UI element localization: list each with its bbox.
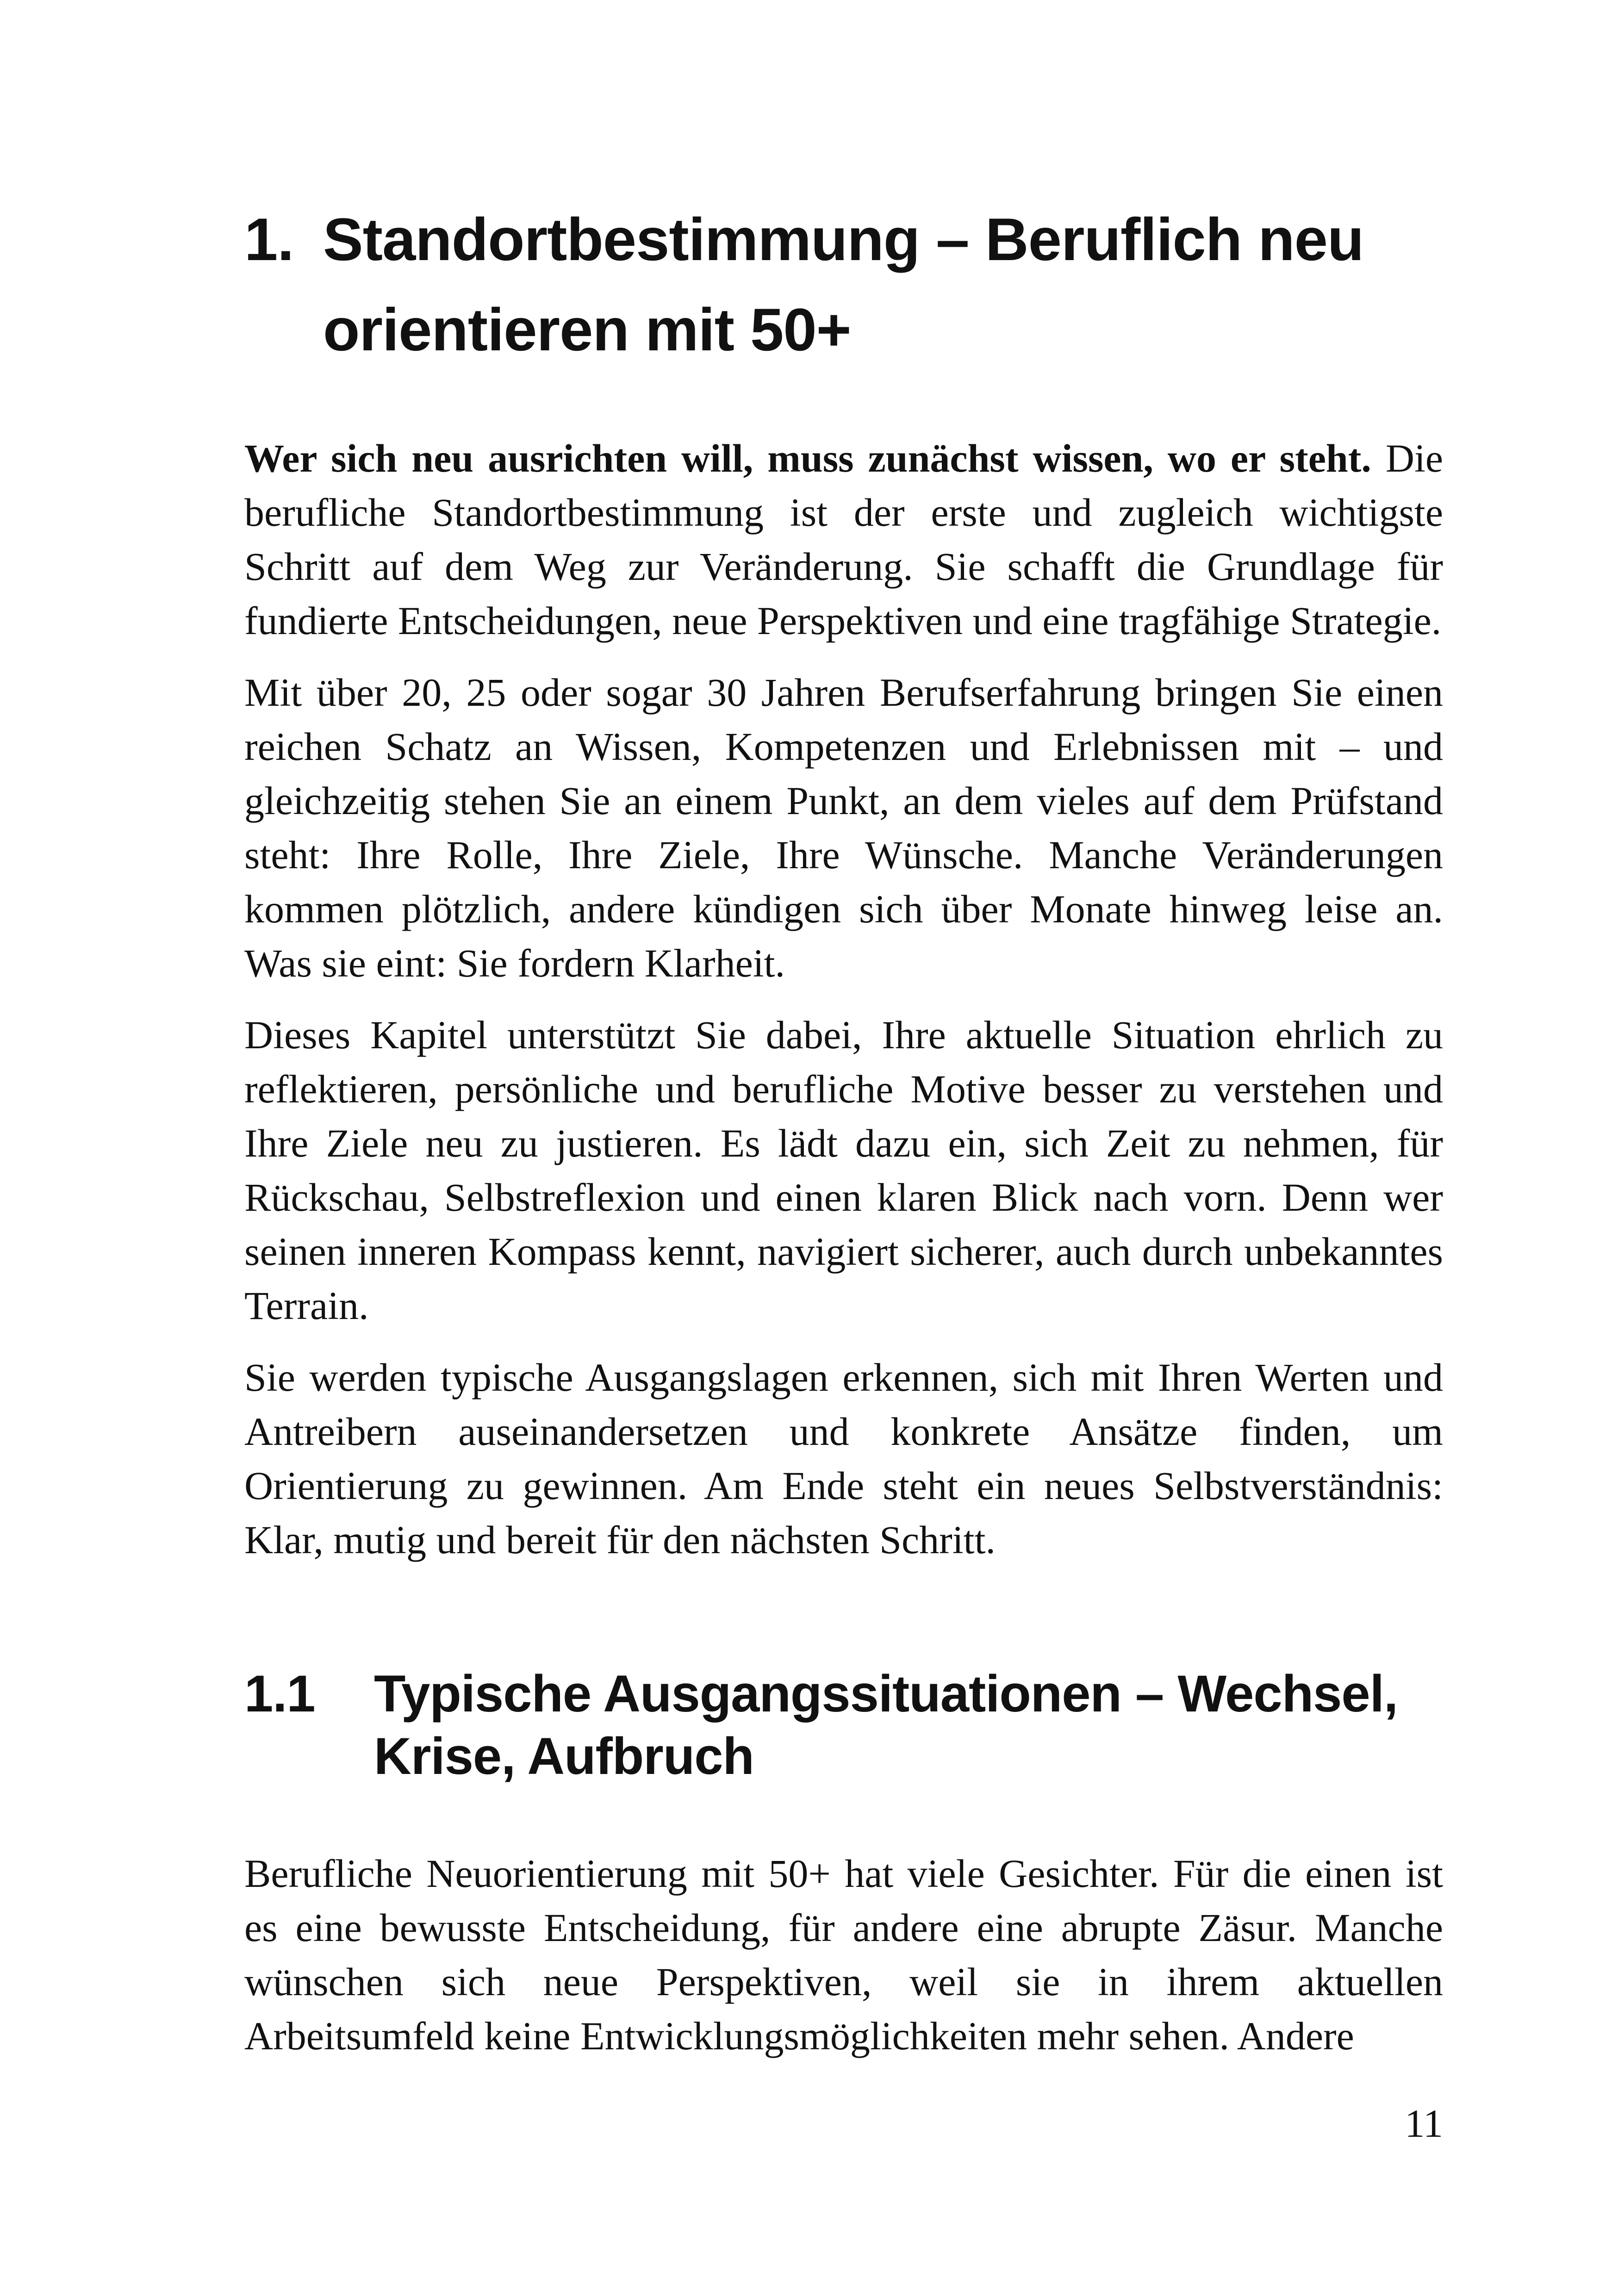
section-title: Typische Ausgangssituationen – Wechsel, Krise, Aufbruch xyxy=(374,1665,1398,1785)
intro-paragraph-1-text: Die berufliche Standortbestimmung ist der erste und zugleich wichtigste Schritt auf dem Weg zur Veränderung. Sie schafft die Grundlage für fundierte Entscheidungen, neue Perspektiven und eine tragfähige Strategie. xyxy=(244,436,1444,643)
section-heading xyxy=(244,1662,1457,1787)
chapter-intro xyxy=(244,431,1443,1585)
intro-lead-sentence: Wer sich neu ausrichten will, muss zunächst wissen, wo er steht. xyxy=(244,436,1371,480)
chapter-title: Standortbestimmung – Beruflich neu orientieren mit 50+ xyxy=(323,205,1364,363)
section-number: 1.1 xyxy=(244,1665,315,1723)
chapter-number: 1. xyxy=(244,205,294,273)
section-paragraph-1: Berufliche Neuorientierung mit 50+ hat viele Gesichter. Für die einen ist es eine bewusste Entscheidung, für andere eine abrupte Zäsur. Manche wünschen sich neue Perspektiven, weil sie in ihrem aktuellen Arbeitsumfeld keine Entwicklungsmöglichkeiten mehr sehen. Andere xyxy=(244,1851,1443,2058)
section-body xyxy=(244,1847,1443,2081)
intro-paragraph-2: Mit über 20, 25 oder sogar 30 Jahren Berufserfahrung bringen Sie einen reichen Schatz an Wissen, Kompetenzen und Erlebnissen mit – und gleichzeitig stehen Sie an einem Punkt, an dem vieles auf dem Prüfstand steht: Ihre Rolle, Ihre Ziele, Ihre Wünsche. Manche Veränderungen kommen plötzlich, andere kündigen sich über Monate hinweg leise an. Was sie eint: Sie fordern Klarheit. xyxy=(244,670,1443,985)
intro-paragraph-3: Dieses Kapitel unterstützt Sie dabei, Ihre aktuelle Situation ehrlich zu reflektieren, persönliche und berufliche Motive besser zu verstehen und Ihre Ziele neu zu justieren. Es lädt dazu ein, sich Zeit zu nehmen, für Rückschau, Selbstreflexion und einen klaren Blick nach vorn. Denn wer seinen inneren Kompass kennt, navigiert sicherer, auch durch unbekanntes Terrain. xyxy=(244,1013,1443,1328)
intro-paragraph-4: Sie werden typische Ausgangslagen erkennen, sich mit Ihren Werten und Antreibern auseinandersetzen und konkrete Ansätze finden, um Orientierung zu gewinnen. Am Ende steht ein neues Selbstverständnis: Klar, mutig und bereit für den nächsten Schritt. xyxy=(244,1355,1443,1562)
page-number: 11 xyxy=(1405,2101,1443,2146)
intro-paragraph-1 xyxy=(244,431,1443,648)
chapter-heading xyxy=(244,194,1457,375)
